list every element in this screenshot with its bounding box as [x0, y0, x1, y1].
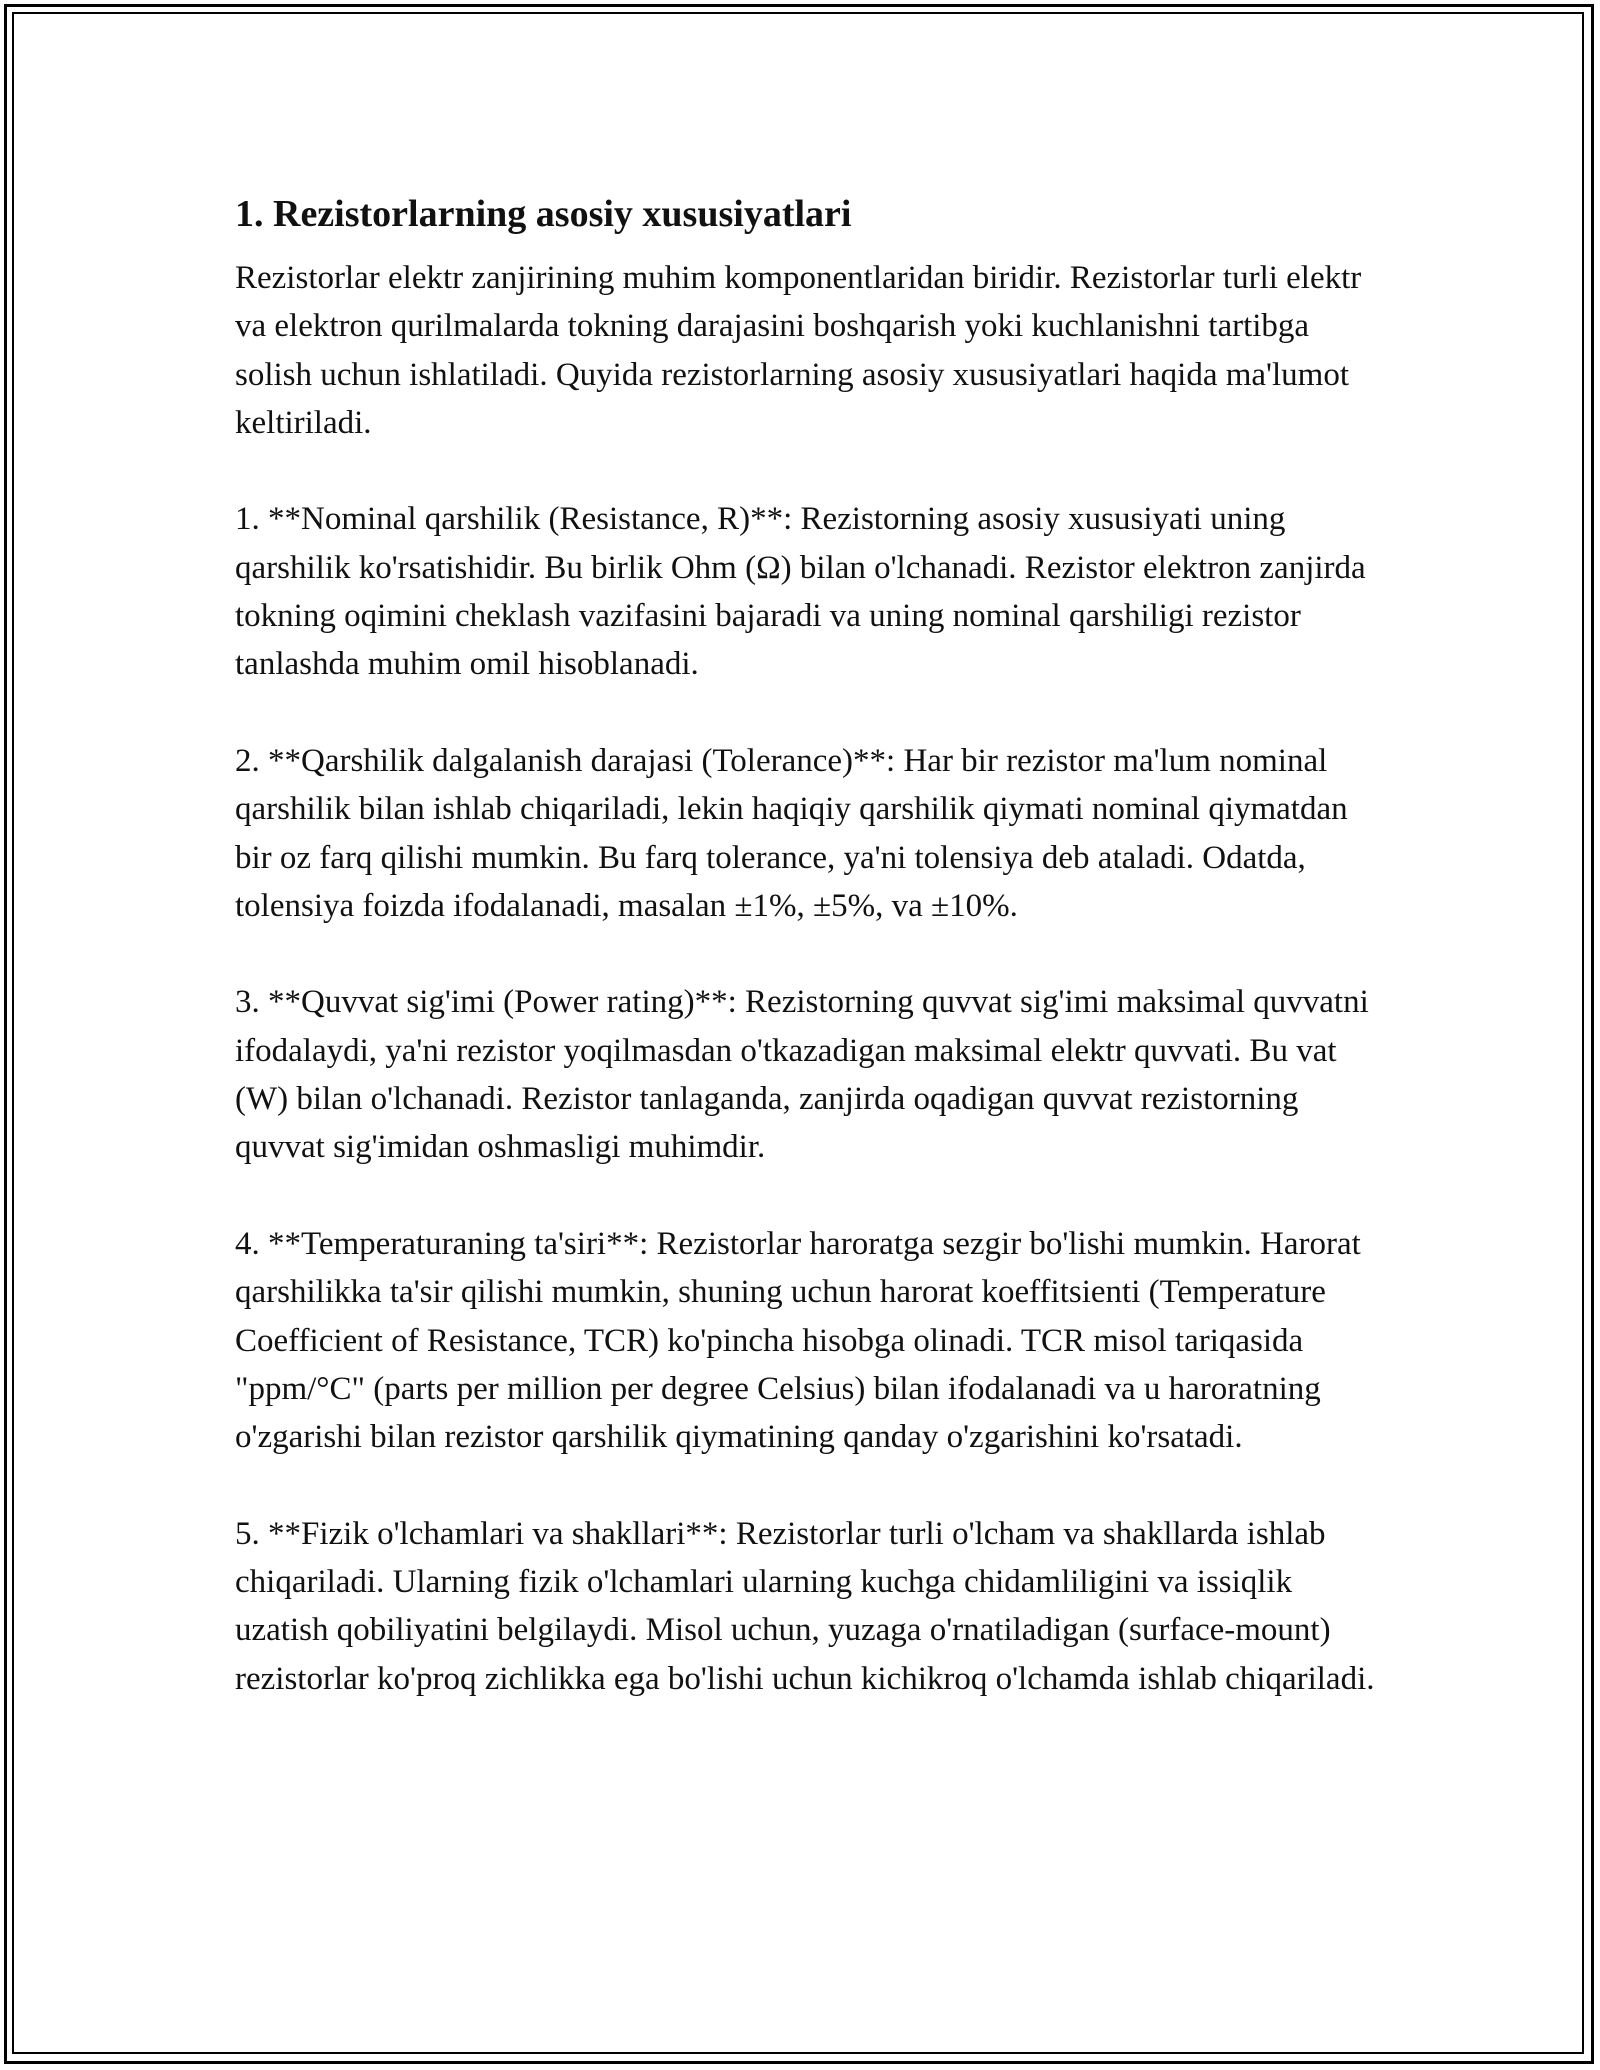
paragraph-power-rating: 3. **Quvvat sig'imi (Power rating)**: Rezistorning quvvat sig'imi maksimal quvvatni ifodalaydi, ya'ni rezistor yoqilmasdan o'tkazadigan maksimal elektr quvvati. Bu vat (W) bilan o'lchanadi. Rezistor tanlaganda, zanjirda oqadigan quvvat rezistorning quvvat sig'imidan oshmasligi muhimdir.: [235, 984, 1369, 1166]
paragraph-physical-dimensions: 5. **Fizik o'lchamlari va shakllari**: Rezistorlar turli o'lcham va shakllarda ishlab chiqariladi. Ularning fizik o'lchamlari ularning kuchga chidamliligini va issiqlik uzatish qobiliyatini belgilaydi. Misol uchun, yuzaga o'rnatiladigan (surface-mount) rezistorlar ko'proq zichlikka ega bo'lishi uchun kichikroq o'lchamda ishlab chiqariladi.: [235, 1515, 1375, 1697]
document-body: [235, 188, 1375, 1751]
paragraph-nominal-resistance: 1. **Nominal qarshilik (Resistance, R)**: Rezistorning asosiy xususiyati uning qarshilik ko'rsatishidir. Bu birlik Ohm (Ω) bilan o'lchanadi. Rezistor elektron zanjirda tokning oqimini cheklash vazifasini bajaradi va uning nominal qarshiligi rezistor tanlashda muhim omil hisoblanadi.: [235, 501, 1366, 683]
document-title: 1. Rezistorlarning asosiy xususiyatlari: [235, 193, 852, 235]
intro-paragraph: Rezistorlar elektr zanjirining muhim komponentlaridan biridir. Rezistorlar turli elektr va elektron qurilmalarda tokning darajasini boshqarish yoki kuchlanishni tartibga solish uchun ishlatiladi. Quyida rezistorlarning asosiy xususiyatlari haqida ma'lumot keltiriladi.: [235, 260, 1362, 441]
paragraph-temperature-effect: 4. **Temperaturaning ta'siri**: Rezistorlar haroratga sezgir bo'lishi mumkin. Harorat qarshilikka ta'sir qilishi mumkin, shuning uchun harorat koeffitsienti (Temperature Coefficient of Resistance, TCR) ko'pincha hisobga olinadi. TCR misol tariqasida "ppm/°C" (parts per million per degree Celsius) bilan ifodalanadi va u haroratning o'zgarishi bilan rezistor qarshilik qiymatining qanday o'zgarishini ko'rsatadi.: [235, 1225, 1361, 1456]
paragraph-tolerance: 2. **Qarshilik dalgalanish darajasi (Tolerance)**: Har bir rezistor ma'lum nominal qarshilik bilan ishlab chiqariladi, lekin haqiqiy qarshilik qiymati nominal qiymatdan bir oz farq qilishi mumkin. Bu farq tolerance, ya'ni tolensiya deb ataladi. Odatda, tolensiya foizda ifodalanadi, masalan ±1%, ±5%, va ±10%.: [235, 742, 1348, 924]
